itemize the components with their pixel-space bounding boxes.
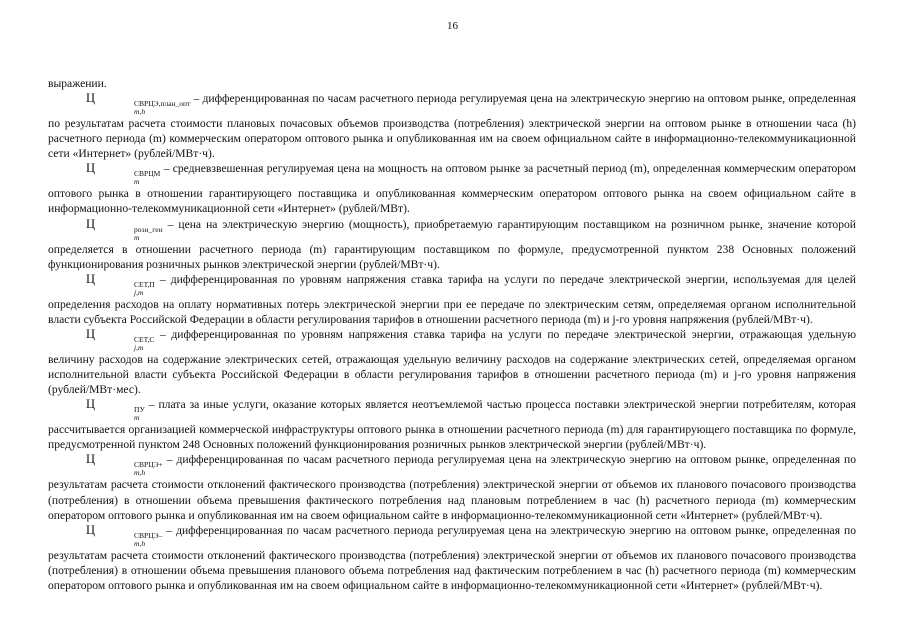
symbol-subscript: m (134, 413, 140, 423)
definition-paragraph-svrce-plus (48, 452, 856, 522)
definition-text: – средневзвешенная регулируемая цена на мощность на оптовом рынке за расчетный период (m), определенная коммерческим оператором оптового рынка в отношении гарантирующего поставщика и опубликованная коммерческим оператором оптового рынка на своем официальном сайте в информационно-телекоммуникационной сети «Интернет» (рублей/МВт). (48, 162, 856, 216)
definition-paragraph-set-p (48, 272, 856, 327)
paragraph-continuation (48, 76, 856, 91)
price-symbol: Ц СЕТ,С j,m (86, 326, 155, 352)
price-symbol: Ц розн_ген m (86, 216, 163, 242)
symbol-subscript: j,m (134, 287, 144, 297)
paragraph-text: выражении. (48, 77, 107, 90)
symbol-superscript: СЕТ,П (134, 279, 155, 289)
definition-text: – цена на электрическую энергию (мощность), приобретаемую гарантирующим поставщиком на розничном рынке, значение которой определяется в отношении расчетного периода (m) гарантирующим поставщиком по формуле, предусмотренной пунктом 238 Основных положений функционирования розничных рынков электрической энергии (рублей/МВт·ч). (48, 217, 856, 271)
definition-paragraph-set-s (48, 327, 856, 397)
symbol-superscript: СВРЦЭ+ (134, 460, 163, 470)
definition-text: – дифференцированная по часам расчетного периода регулируемая цена на электрическую энергию на оптовом рынке, определенная по результатам расчета стоимости плановых почасовых объемов производства (потребления) электрической энергии на оптовом рынке в отношении часа (h) расчетного периода (m) коммерческим оператором оптового рынка и опубликованная им на своем официальном сайте в информационно-телекоммуникационной сети «Интернет» (рублей/МВт·ч). (48, 92, 856, 161)
price-symbol: Ц СВРЦЭ,план_опт m,h (86, 91, 191, 117)
definition-text: – плата за иные услуги, оказание которых является неотъемлемой частью процесса поставки электрической энергии потребителям, которая рассчитывается организацией коммерческой инфраструктуры оптового рынка в отношении расчетного периода (m) для гарантирующего поставщика по формуле, предусмотренной пунктом 248 Основных положений функционирования розничных рынков электрической энергии (рублей/МВт·ч). (48, 398, 856, 452)
symbol-superscript: СЕТ,С (134, 334, 155, 344)
definition-paragraph-pu (48, 397, 856, 452)
symbol-subscript: m,h (134, 468, 146, 478)
definition-text: – дифференцированная по уровням напряжения ставка тарифа на услуги по передаче электрической энергии, используемая для целей определения расходов на оплату нормативных потерь электрической энергии при ее передаче по электрическим сетям, определяемая органом исполнительной власти субъекта Российской Федерации в области регулирования тарифов в отношении расчетного периода (m) и j-го уровня напряжения (рублей/МВт·ч). (48, 272, 856, 326)
symbol-subscript: m,h (134, 538, 146, 548)
definition-paragraph-rozn-gen (48, 217, 856, 272)
price-symbol: Ц СВРЦМ m (86, 161, 161, 187)
price-symbol: Ц ПУ m (86, 397, 145, 423)
symbol-subscript: m (134, 232, 140, 242)
definition-text: – дифференцированная по уровням напряжения ставка тарифа на услуги по передаче электрической энергии, отражающая удельную величину расходов на содержание электрических сетей, отражающая удельную величину расходов на содержание электрических сетей, определяемая органом исполнительной власти субъекта Российской Федерации в области регулирования тарифов в отношении расчетного периода (m) и j-го уровня напряжения (рублей/МВт·мес). (48, 327, 856, 397)
price-symbol: Ц СЕТ,П j,m (86, 271, 155, 297)
symbol-superscript: ПУ (134, 405, 145, 415)
symbol-superscript: СВРЦМ (134, 169, 161, 179)
page-number: 16 (447, 20, 458, 32)
definition-paragraph-svrce-minus (48, 523, 856, 593)
symbol-subscript: m,h (134, 107, 146, 117)
symbol-superscript: СВРЦЭ,план_опт (134, 99, 191, 109)
price-symbol: Ц СВРЦЭ– m,h (86, 522, 163, 548)
symbol-subscript: m (134, 177, 140, 187)
definition-text: – дифференцированная по часам расчетного периода регулируемая цена на электрическую энергию на оптовом рынке, определенная по результатам расчета стоимости отклонений фактического производства (потребления) электрической энергии от объемов их планового почасового производства (потребления) в отношении объема превышения планового объема потребления над фактическим потреблением в час (h) расчетного периода (m) коммерческим оператором оптового рынка и опубликованная им на своем официальном сайте в информационно-телекоммуникационной сети «Интернет» (рублей/МВт·ч). (48, 523, 856, 592)
price-symbol: Ц СВРЦЭ+ m,h (86, 452, 163, 478)
symbol-superscript: розн_ген (134, 224, 163, 234)
definition-text: – дифференцированная по часам расчетного периода регулируемая цена на электрическую энергию на оптовом рынке, определенная по результатам расчета стоимости отклонений фактического производства (потребления) электрической энергии от объемов их планового почасового производства (потребления) в отношении объема превышения фактического потребления над плановым потреблением в час (h) расчетного периода (m) коммерческим оператором оптового рынка и опубликованная им на своем официальном сайте в информационно-телекоммуникационной сети «Интернет» (рублей/МВт·ч). (48, 453, 856, 522)
symbol-superscript: СВРЦЭ– (134, 530, 163, 540)
document-body (48, 76, 856, 593)
symbol-subscript: j,m (134, 342, 144, 352)
definition-paragraph-svrce-plan-opt (48, 91, 856, 161)
definition-paragraph-svrcm (48, 161, 856, 216)
